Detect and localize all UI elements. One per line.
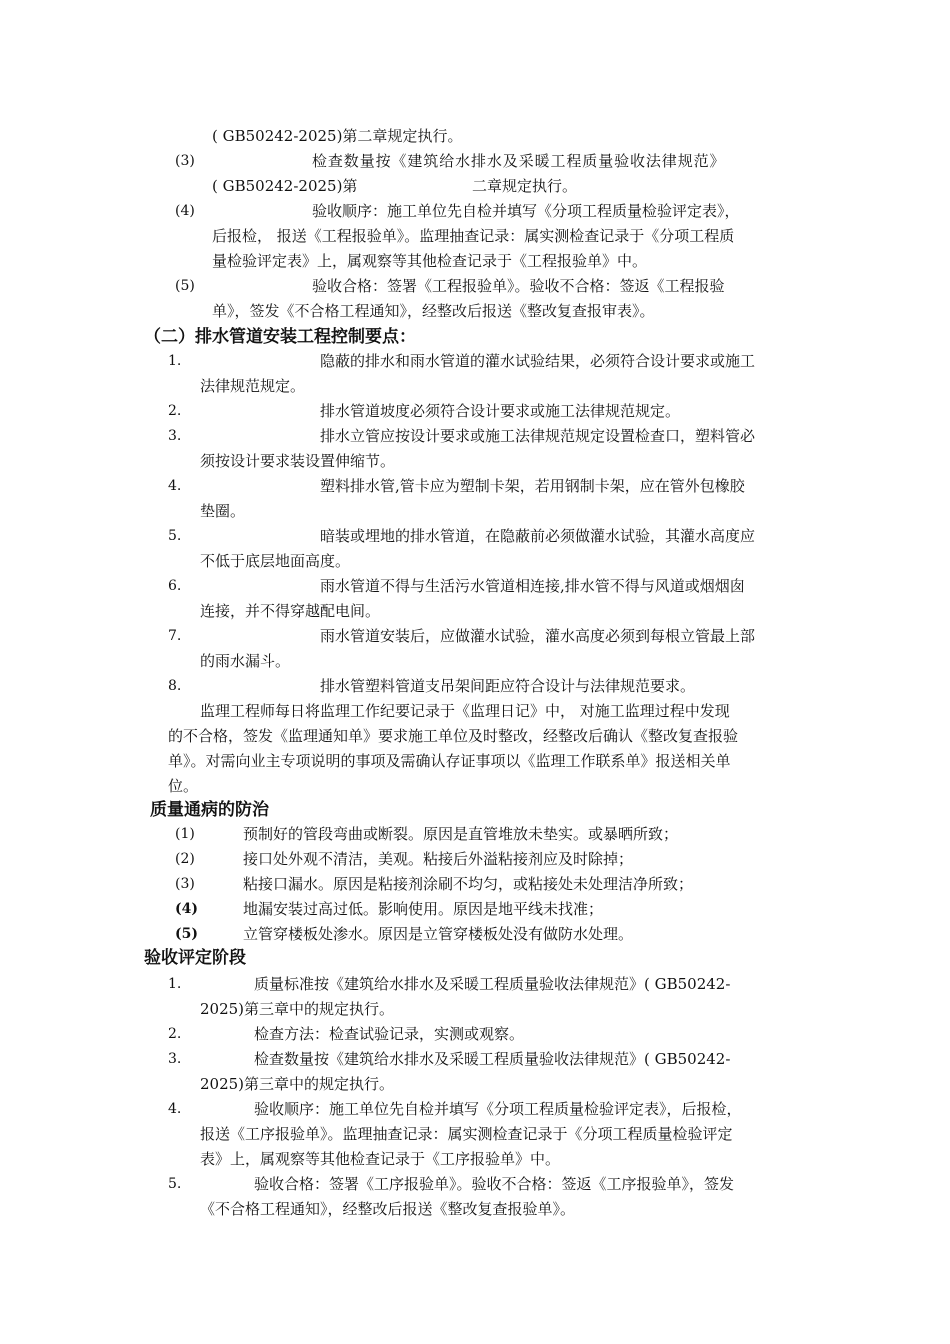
section-heading: 质量通病的防治 <box>150 800 269 820</box>
list-item-text: 表》上，属观察等其他检查记录于《工序报验单》中。 <box>200 1150 561 1168</box>
list-item-text: 的雨水漏斗。 <box>200 652 291 670</box>
list-item-number: 2. <box>168 403 182 419</box>
list-item-text: 验收顺序：施工单位先自检并填写《分项工程质量检验评定表》，后报检， <box>254 1100 742 1118</box>
list-item-text: 法律规范规定。 <box>200 377 306 395</box>
item-text: 验收合格：签署《工程报验单》。验收不合格：签返《工程报验 <box>312 277 725 295</box>
list-item-number: 2. <box>168 1026 182 1042</box>
item-text: ( GB50242-2025)第 <box>212 177 358 195</box>
list-item-number: 7. <box>168 628 182 644</box>
list-item-text: 质量标准按《建筑给水排水及采暖工程质量验收法律规范》( GB50242- <box>254 975 731 993</box>
item-text: 单》，签发《不合格工程通知》，经整改后报送《整改复查报审表》。 <box>212 302 655 320</box>
item-text: 后报检， 报送《工程报验单》。监理抽查记录：属实测检查记录于《分项工程质 <box>212 227 735 245</box>
list-item-number: 3. <box>168 1051 182 1067</box>
list-item-text: 垫圈。 <box>200 502 246 520</box>
item-number: (5) <box>175 278 195 294</box>
list-item-number: 1. <box>168 976 182 992</box>
list-item-text: 接口处外观不清洁，美观。粘接后外溢粘接剂应及时除掉； <box>243 850 634 868</box>
list-item-text: 检查方法：检查试验记录，实测或观察。 <box>254 1025 525 1043</box>
item-number: (4) <box>175 203 195 219</box>
section-heading: （二）排水管道安装工程控制要点： <box>144 327 416 347</box>
list-item-text: 粘接口漏水。原因是粘接剂涂刷不均匀，或粘接处未处理洁净所致； <box>243 875 694 893</box>
list-item-text: 连接，并不得穿越配电间。 <box>200 602 381 620</box>
list-item-text: 雨水管道不得与生活污水管道相连接,排水管不得与风道或烟烟囱 <box>320 577 745 595</box>
list-item-text: 报送《工序报验单》。监理抽查记录：属实测检查记录于《分项工程质量检验评定 <box>200 1125 733 1143</box>
item-text: 量检验评定表》上，属观察等其他检查记录于《工程报验单》中。 <box>212 252 648 270</box>
list-item-number: (2) <box>175 851 195 867</box>
list-item-text: 2025)第三章中的规定执行。 <box>200 1075 395 1093</box>
list-item-text: 暗装或埋地的排水管道，在隐蔽前必须做灌水试验，其灌水高度应 <box>320 527 756 545</box>
list-item-text: 验收合格：签署《工序报验单》。验收不合格：签返《工序报验单》，签发 <box>254 1175 735 1193</box>
list-item-text: 隐蔽的排水和雨水管道的灌水试验结果，必须符合设计要求或施工 <box>320 352 756 370</box>
item-text: 验收顺序：施工单位先自检并填写《分项工程质量检验评定表》， <box>312 202 740 220</box>
list-item-text: 预制好的管段弯曲或断裂。原因是直管堆放未垫实。或暴晒所致； <box>243 825 679 843</box>
list-item-number: 4. <box>168 1101 182 1117</box>
list-item-number: (1) <box>175 826 195 842</box>
list-item-text: 排水立管应按设计要求或施工法律规范规定设置检查口，塑料管必 <box>320 427 756 445</box>
list-item-text: 立管穿楼板处渗水。原因是立管穿楼板处没有做防水处理。 <box>243 925 634 943</box>
paragraph-line: 监理工程师每日将监理工作纪要记录于《监理日记》中， 对施工监理过程中发现 <box>200 702 730 720</box>
list-item-number: (3) <box>175 876 195 892</box>
list-item-number: 5. <box>168 1176 182 1192</box>
item-text: 二章规定执行。 <box>472 177 578 195</box>
list-item-text: 排水管道坡度必须符合设计要求或施工法律规范规定。 <box>320 402 681 420</box>
list-item-text: 不低于底层地面高度。 <box>200 552 351 570</box>
list-item-text: 排水管塑料管道支吊架间距应符合设计与法律规范要求。 <box>320 677 696 695</box>
list-item-text: 须按设计要求装设置伸缩节。 <box>200 452 396 470</box>
list-item-number: 3. <box>168 428 182 444</box>
list-item-number: (4) <box>175 901 198 917</box>
list-item-text: 塑料排水管,管卡应为塑制卡架，若用钢制卡架，应在管外包橡胶 <box>320 477 745 495</box>
paragraph-line: 的不合格，签发《监理通知单》要求施工单位及时整改，经整改后确认《整改复查报验 <box>168 727 739 745</box>
section-a-line-1: ( GB50242-2025)第二章规定执行。 <box>212 127 463 145</box>
item-number: (3) <box>175 153 195 169</box>
list-item-number: 6. <box>168 578 182 594</box>
list-item-number: 5. <box>168 528 182 544</box>
list-item-number: 1. <box>168 353 182 369</box>
list-item-number: (5) <box>175 926 198 942</box>
list-item-text: 地漏安装过高过低。影响使用。原因是地平线未找准； <box>243 900 604 918</box>
section-heading: 验收评定阶段 <box>144 948 246 968</box>
list-item-text: 2025)第三章中的规定执行。 <box>200 1000 395 1018</box>
list-item-text: 雨水管道安装后，应做灌水试验，灌水高度必须到每根立管最上部 <box>320 627 756 645</box>
list-item-text: 检查数量按《建筑给水排水及采暖工程质量验收法律规范》( GB50242- <box>254 1050 731 1068</box>
item-text: 检查数量按《建筑给水排水及采暖工程质量验收法律规范》 <box>312 152 726 170</box>
paragraph-line: 位。 <box>168 777 199 795</box>
list-item-number: 8. <box>168 678 182 694</box>
list-item-text: 《不合格工程通知》，经整改后报送《整改复查报验单》。 <box>200 1200 576 1218</box>
list-item-number: 4. <box>168 478 182 494</box>
paragraph-line: 单》。对需向业主专项说明的事项及需确认存证事项以《监理工作联系单》报送相关单 <box>168 752 731 770</box>
